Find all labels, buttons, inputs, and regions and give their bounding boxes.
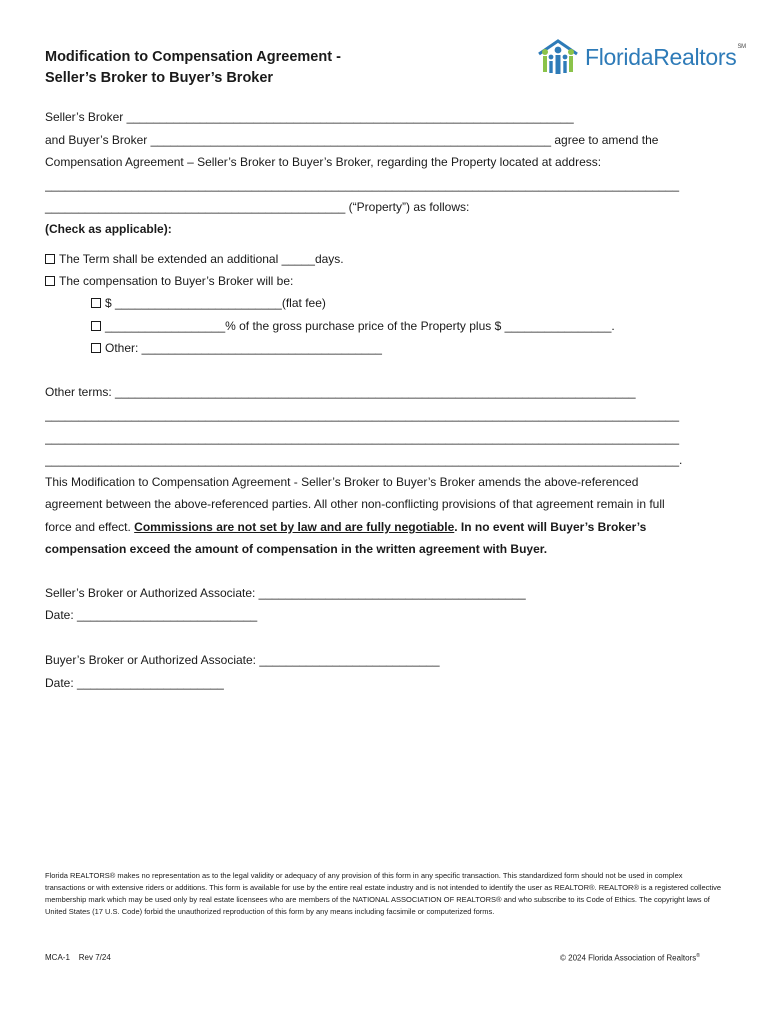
compensation-checkbox[interactable] xyxy=(45,276,55,286)
form-id xyxy=(45,953,111,962)
form-title xyxy=(45,47,341,89)
other-checkbox[interactable] xyxy=(91,343,101,353)
form-revision: Rev 7/24 xyxy=(78,953,111,962)
paragraph-line-4: compensation exceed the amount of compensation in the written agreement with Buyer. xyxy=(45,542,548,556)
blank-line-2: _______________________________________________________________________________________________ xyxy=(45,431,680,445)
percent-label: __________________% of the gross purchase price of the Property plus $ ________________. xyxy=(105,319,615,333)
check-applicable-heading: (Check as applicable): xyxy=(45,222,172,236)
other-terms-line: Other terms: ______________________________________________________________________________ xyxy=(45,385,636,399)
logo-service-mark: SM xyxy=(737,44,746,50)
seller-associate-signature: Seller’s Broker or Authorized Associate: ________________________________________ xyxy=(45,586,526,600)
term-extension-option xyxy=(45,252,344,266)
logo-text: FloridaRealtors xyxy=(585,44,737,70)
flat-fee-option xyxy=(91,296,326,310)
address-line: _______________________________________________________________________________________________ xyxy=(45,178,680,192)
commissions-negotiable-notice: Commissions are not set by law and are fully negotiable xyxy=(134,520,455,534)
flat-fee-label: $ _________________________(flat fee) xyxy=(105,296,326,310)
compensation-option xyxy=(45,274,293,288)
form-title-line-2: Seller’s Broker to Buyer’s Broker xyxy=(45,70,274,86)
term-extension-label: The Term shall be extended an additional _____days. xyxy=(59,252,344,266)
paragraph-line-3 xyxy=(45,520,646,534)
blank-line-1: _______________________________________________________________________________________________ xyxy=(45,408,680,422)
legal-disclaimer: Florida REALTORS® makes no representation as to the legal validity or adequacy of any provision of this form in any specific transaction. This standardized form should not be used in complex transactions or with extensive riders or additions. This form is available for use by the entire real estate industry and is not intended to identify the user as REALTOR®. REALTOR® is a registered collective membership mark which may be used only by real estate licensees who are members of the NATIONAL ASSOCIATION OF REALTORS® and who subscribe to its Code of Ethics. The copyright laws of United States (17 U.S. Code) forbid the unauthorized reproduction of this form by any means including facsimile or computerized forms. xyxy=(45,871,722,916)
form-number: MCA-1 xyxy=(45,953,70,962)
compensation-agreement-line: Compensation Agreement – Seller’s Broker to Buyer’s Broker, regarding the Property located at address: xyxy=(45,155,602,169)
florida-realtors-logo xyxy=(535,38,746,78)
percent-option xyxy=(91,319,615,333)
buyer-date: Date: ______________________ xyxy=(45,676,224,690)
seller-date: Date: ___________________________ xyxy=(45,608,258,622)
other-label: Other: ____________________________________ xyxy=(105,341,382,355)
house-people-icon xyxy=(535,38,581,78)
paragraph-line-3-plain: force and effect. xyxy=(45,520,135,534)
paragraph-line-1: This Modification to Compensation Agreement - Seller’s Broker to Buyer’s Broker amends the above-referenced xyxy=(45,475,639,489)
blank-line-3: _______________________________________________________________________________________________. xyxy=(45,453,683,467)
paragraph-line-3-bold: . In no event will Buyer’s Broker’s xyxy=(454,520,647,534)
term-extension-checkbox[interactable] xyxy=(45,254,55,264)
other-option xyxy=(91,341,382,355)
buyers-broker-line: and Buyer’s Broker ____________________________________________________________ agree to amend the xyxy=(45,133,659,147)
buyer-associate-signature: Buyer’s Broker or Authorized Associate: ___________________________ xyxy=(45,653,440,667)
compensation-label: The compensation to Buyer’s Broker will be: xyxy=(59,274,294,288)
property-line: _____________________________________________ (“Property”) as follows: xyxy=(45,200,470,214)
copyright-notice xyxy=(560,953,700,963)
copyright-text: © 2024 Florida Association of Realtors xyxy=(560,953,697,963)
form-title-line-1: Modification to Compensation Agreement - xyxy=(45,49,341,65)
sellers-broker-line: Seller’s Broker ___________________________________________________________________ xyxy=(45,110,574,124)
copyright-reg-mark: ® xyxy=(696,953,700,959)
paragraph-line-2: agreement between the above-referenced parties. All other non-conflicting provisions of that agreement remain in full xyxy=(45,497,665,511)
percent-checkbox[interactable] xyxy=(91,321,101,331)
flat-fee-checkbox[interactable] xyxy=(91,298,101,308)
